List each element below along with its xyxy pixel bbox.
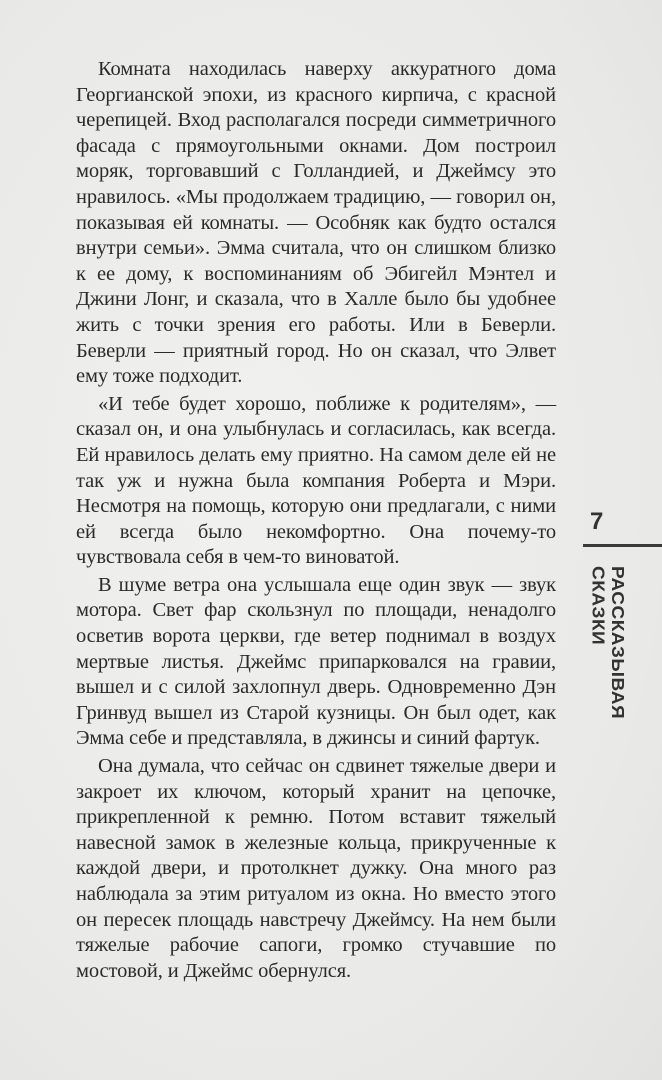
paragraph-3: В шуме ветра она услышала еще один звук — звук мотора. Свет фар скользнул по площади, ненадолго осветив ворота церкви, где ветер поднимал в воздух мертвые листья. Джеймс припарковался на гравии, вышел и с силой захлопнул дверь. Одновременно Дэн Гринвуд вышел из Старой кузницы. Он был одет, как Эмма себе и представляла, в джинсы и синий фартук. — [76, 573, 556, 750]
paragraph-4: Она думала, что сейчас он сдвинет тяжелые двери и закроет их ключом, который хранит на цепочке, прикрепленной к ремню. Потом вставит тяжелый навесной замок в железные кольца, прикрученные к каждой двери, и протолкнет дужку. Она много раз наблюдала за этим ритуалом из окна. Но вместо этого он пересек площадь навстречу Джеймсу. На нем были тяжелые рабочие сапоги, громко стучавшие по мостовой, и Джеймс обернулся. — [76, 755, 556, 982]
paragraph-1: Комната находилась наверху аккуратного дома Георгианской эпохи, из красного кирпича, с красной черепицей. Вход располагался посреди симметричного фасада с прямоугольными окнами. Дом построил моряк, торговавший с Голландией, и Джеймсу это нравилось. «Мы продолжаем традицию, — говорил он, показывая ей комнаты. — Особняк как будто остался внутри семьи». Эмма считала, что он слишком близко к ее дому, к воспоминаниям об Эбигейл Мэнтел и Джини Лонг, и сказала, что в Халле было бы удобнее жить с точки зрения его работы. Или в Беверли. Беверли — приятный город. Но он сказал, что Элвет ему тоже подходит. — [76, 58, 556, 388]
body-text — [76, 57, 556, 984]
running-title: РАССКАЗЫВАЯ СКАЗКИ — [587, 566, 627, 720]
chapter-number: 7 — [590, 508, 604, 535]
side-divider — [583, 544, 662, 547]
paragraph-2: «И тебе будет хорошо, поближе к родителям», — сказал он, и она улыбнулась и согласилась, как всегда. Ей нравилось делать ему приятно. На самом деле ей не так уж и нужна была компания Роберта и Мэри. Несмотря на помощь, которую они предлагали, с ними ей всегда было некомфортно. Она почему-то чувствовала себя в чем-то виноватой. — [76, 392, 556, 569]
